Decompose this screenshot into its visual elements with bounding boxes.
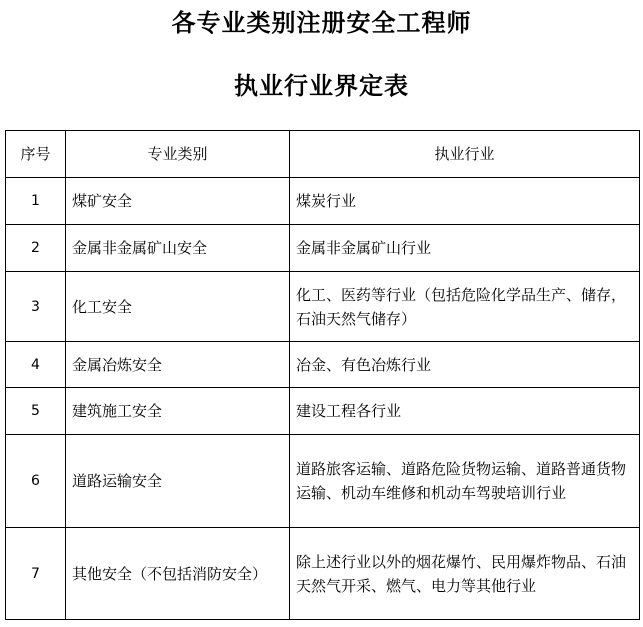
row-index: 2	[6, 225, 66, 272]
row-index: 5	[6, 388, 66, 435]
table-row	[6, 272, 640, 342]
row-index: 1	[6, 178, 66, 225]
table-header-row	[6, 131, 640, 178]
row-industry: 冶金、有色冶炼行业	[290, 342, 640, 388]
document-title-line-1: 各专业类别注册安全工程师	[171, 9, 472, 37]
row-industry: 金属非金属矿山行业	[290, 225, 640, 272]
row-category: 道路运输安全	[66, 435, 290, 528]
document-title-line-2: 执业行业界定表	[234, 72, 409, 100]
table-row	[6, 225, 640, 272]
table-row	[6, 528, 640, 620]
row-index: 4	[6, 342, 66, 388]
row-index: 6	[6, 435, 66, 528]
row-category: 金属冶炼安全	[66, 342, 290, 388]
industry-definition-table	[5, 130, 640, 620]
header-category: 专业类别	[66, 131, 290, 178]
row-index: 7	[6, 528, 66, 620]
table-row	[6, 178, 640, 225]
row-category: 建筑施工安全	[66, 388, 290, 435]
row-industry: 除上述行业以外的烟花爆竹、民用爆炸物品、石油天然气开采、燃气、电力等其他行业	[290, 528, 640, 620]
row-index: 3	[6, 272, 66, 342]
table-row	[6, 388, 640, 435]
row-category: 煤矿安全	[66, 178, 290, 225]
row-category: 化工安全	[66, 272, 290, 342]
row-category: 金属非金属矿山安全	[66, 225, 290, 272]
header-index: 序号	[6, 131, 66, 178]
row-industry: 道路旅客运输、道路危险货物运输、道路普通货物运输、机动车维修和机动车驾驶培训行业	[290, 435, 640, 528]
header-industry: 执业行业	[290, 131, 640, 178]
row-industry: 煤炭行业	[290, 178, 640, 225]
table-row	[6, 435, 640, 528]
row-category: 其他安全（不包括消防安全）	[66, 528, 290, 620]
row-industry: 建设工程各行业	[290, 388, 640, 435]
row-industry: 化工、医药等行业（包括危险化学品生产、储存，石油天然气储存）	[290, 272, 640, 342]
table-row	[6, 342, 640, 388]
